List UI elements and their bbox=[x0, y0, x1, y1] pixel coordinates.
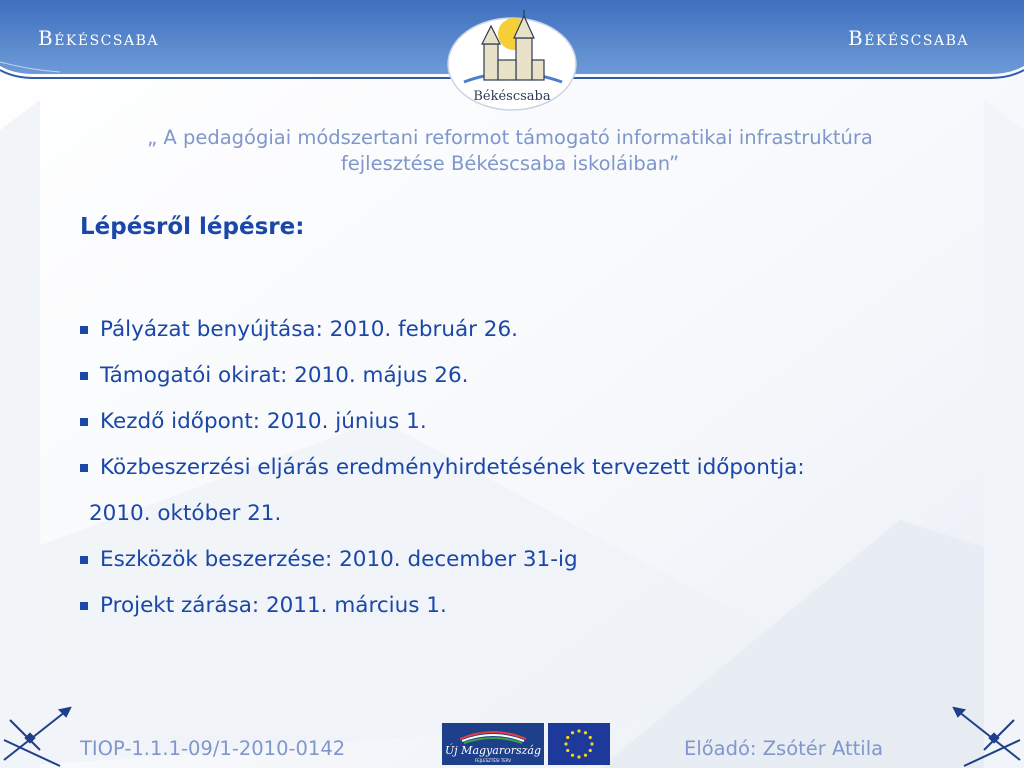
list-item bbox=[80, 312, 980, 358]
nmt-logo-text: Új Magyarország bbox=[445, 744, 541, 757]
bullet-icon bbox=[80, 372, 88, 380]
bullet-icon bbox=[80, 464, 88, 472]
brand-title-left: Békéscsaba bbox=[38, 26, 159, 50]
bullet-icon bbox=[80, 556, 88, 564]
bekescsaba-logo bbox=[444, 8, 580, 112]
eu-star bbox=[584, 754, 587, 757]
subtitle-line-1: „ A pedagógiai módszertani reformot támogató informatikai infrastruktúra bbox=[147, 126, 873, 149]
list-item-text: Támogatói okirat: 2010. május 26. bbox=[100, 363, 469, 388]
bullet-icon bbox=[80, 326, 88, 334]
timeline-list bbox=[80, 312, 980, 634]
eu-star bbox=[564, 742, 567, 745]
presenter-name: Előadó: Zsótér Attila bbox=[684, 737, 884, 760]
bullet-icon bbox=[80, 418, 88, 426]
eu-star bbox=[571, 754, 574, 757]
eu-star bbox=[571, 731, 574, 734]
eu-star bbox=[577, 755, 580, 758]
bullet-icon bbox=[80, 602, 88, 610]
brand-title-right: Békéscsaba bbox=[848, 26, 969, 50]
eu-star bbox=[590, 742, 593, 745]
eu-star bbox=[589, 736, 592, 739]
list-item bbox=[80, 404, 980, 450]
eu-star bbox=[566, 736, 569, 739]
uj-magyarorszag-logo bbox=[442, 723, 544, 765]
list-item-text: 2010. október 21. bbox=[89, 501, 282, 526]
presentation-subtitle bbox=[60, 125, 960, 177]
logo-text: Békéscsaba bbox=[473, 89, 551, 104]
project-code: TIOP-1.1.1-09/1-2010-0142 bbox=[80, 737, 346, 760]
list-item bbox=[80, 358, 980, 404]
subtitle-line-2: fejlesztése Békéscsaba iskoláiban” bbox=[340, 152, 680, 175]
eu-flag-icon bbox=[548, 723, 610, 765]
eu-star bbox=[577, 729, 580, 732]
slide-heading: Lépésről lépésre: bbox=[80, 214, 305, 240]
eu-star bbox=[589, 749, 592, 752]
list-item bbox=[80, 588, 980, 634]
list-item-text: Pályázat benyújtása: 2010. február 26. bbox=[100, 317, 518, 342]
list-item bbox=[80, 542, 980, 588]
list-item-continuation bbox=[80, 496, 980, 542]
list-item-text: Eszközök beszerzése: 2010. december 31-ig bbox=[100, 547, 578, 572]
nmt-logo-subtext: FEJLESZTÉSI TERV bbox=[474, 758, 512, 763]
eu-star bbox=[584, 731, 587, 734]
list-item-text: Projekt zárása: 2011. március 1. bbox=[100, 593, 447, 618]
eu-star bbox=[566, 749, 569, 752]
compass-icon bbox=[0, 700, 80, 768]
list-item-text: Közbeszerzési eljárás eredményhirdetésének tervezett időpontja: bbox=[100, 455, 805, 480]
list-item-text: Kezdő időpont: 2010. június 1. bbox=[100, 409, 427, 434]
list-item bbox=[80, 450, 980, 496]
compass-icon bbox=[944, 700, 1024, 768]
